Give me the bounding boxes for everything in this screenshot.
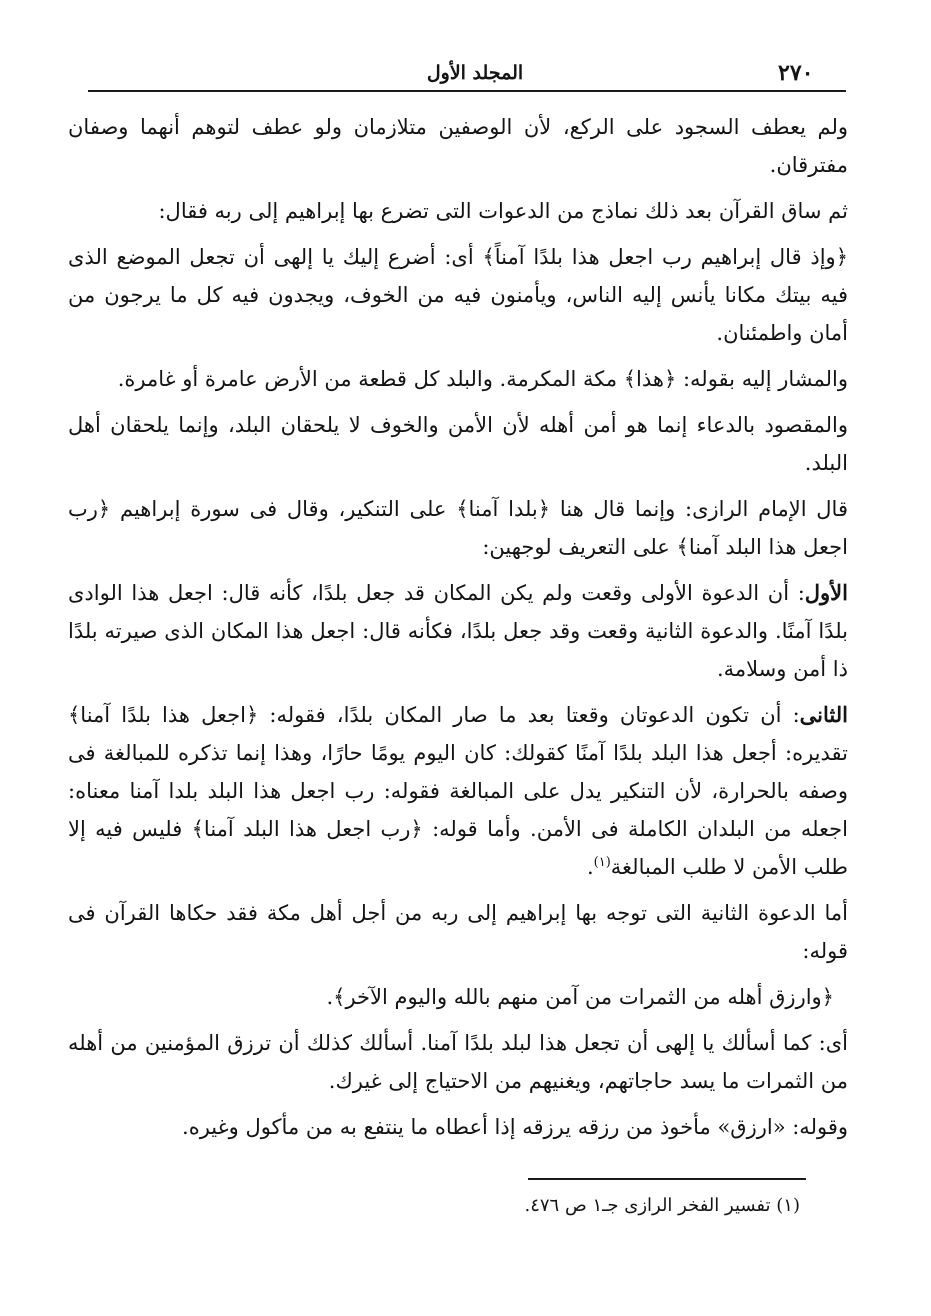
running-title: المجلد الأول xyxy=(426,62,524,84)
paragraph-7-lead: الأول xyxy=(804,580,848,605)
paragraph-8 xyxy=(68,696,848,886)
paragraph-4: والمشار إليه بقوله: ﴿هذا﴾ مكة المكرمة. والبلد كل قطعة من الأرض عامرة أو غامرة. xyxy=(117,367,848,391)
page-number: ٢٧٠ xyxy=(778,60,814,86)
footnote-rule xyxy=(528,1178,806,1180)
page-header xyxy=(0,54,931,94)
paragraph-8-body: : أن تكون الدعوتان وقعتا بعد ما صار المكان بلدًا، فقوله: ﴿اجعل هذا بلدًا آمنا﴾ تقديره: أجعل هذا البلد بلدًا آمنًا كقولك: كان اليوم يومًا حارًا، وهذا إنما تذكره للمبالغة فى وصفه بالحرارة، لأن التنكير يدل على المبالغة فقوله: رب اجعل هذا البلد بلدا آمنا معناه: اجعله من البلدان الكاملة فى الأمن. وأما قوله: ﴿رب اجعل هذا البلد آمنا﴾ فليس فيه إلا طلب الأمن لا طلب المبالغة xyxy=(68,703,848,879)
body-text xyxy=(68,108,848,1154)
header-rule xyxy=(88,90,846,92)
paragraph-8-tail: . xyxy=(586,855,594,879)
paragraph-2: ثم ساق القرآن بعد ذلك نماذج من الدعوات التى تضرع بها إبراهيم إلى ربه فقال: xyxy=(158,199,848,223)
paragraph-7 xyxy=(68,574,848,688)
paragraph-9: أما الدعوة الثانية التى توجه بها إبراهيم إلى ربه من أجل أهل مكة فقد حكاها القرآن فى قوله: xyxy=(68,901,848,963)
paragraph-10: ﴿وارزق أهله من الثمرات من آمن منهم بالله واليوم الآخر﴾. xyxy=(326,985,834,1009)
paragraph-5: والمقصود بالدعاء إنما هو أمن أهله لأن الأمن والخوف لا يلحقان البلد، وإنما يلحقان أهل البلد. xyxy=(68,413,848,475)
paragraph-1: ولم يعطف السجود على الركع، لأن الوصفين متلازمان ولو عطف لتوهم أنهما وصفان مفترقان. xyxy=(68,115,848,177)
paragraph-3: ﴿وإذ قال إبراهيم رب اجعل هذا بلدًا آمناً﴾ أى: أضرع إليك يا إلهى أن تجعل الموضع الذى فيه بيتك مكانا يأنس إليه الناس، ويأمنون فيه من الخوف، ويجدون فيه كل ما يرجون من أمان واطمئنان. xyxy=(68,245,848,345)
paragraph-11: أى: كما أسألك يا إلهى أن تجعل هذا لبلد بلدًا آمنا. أسألك كذلك أن ترزق المؤمنين من أهله من الثمرات ما يسد حاجاتهم، ويغنيهم من الاحتياج إلى غيرك. xyxy=(68,1031,848,1093)
footnote: (١) تفسير الفخر الرازى جـ١ ص ٤٧٦. xyxy=(524,1195,800,1216)
paragraph-7-body: : أن الدعوة الأولى وقعت ولم يكن المكان قد جعل بلدًا، كأنه قال: اجعل هذا الوادى بلدًا آمنًا. والدعوة الثانية وقعت وقد جعل بلدًا، فكأنه قال: اجعل هذا المكان الذى صيرته بلدًا ذا أمن وسلامة. xyxy=(68,581,848,681)
paragraph-6: قال الإمام الرازى: وإنما قال هنا ﴿بلدا آمنا﴾ على التنكير، وقال فى سورة إبراهيم ﴿رب اجعل هذا البلد آمنا﴾ على التعريف لوجهين: xyxy=(68,497,848,559)
paragraph-8-lead: الثانى xyxy=(799,702,848,727)
footnote-reference[interactable]: (١) xyxy=(593,855,611,870)
paragraph-12: وقوله: «ارزق» مأخوذ من رزقه يرزقه إذا أعطاه ما ينتفع به من مأكول وغيره. xyxy=(182,1115,848,1139)
